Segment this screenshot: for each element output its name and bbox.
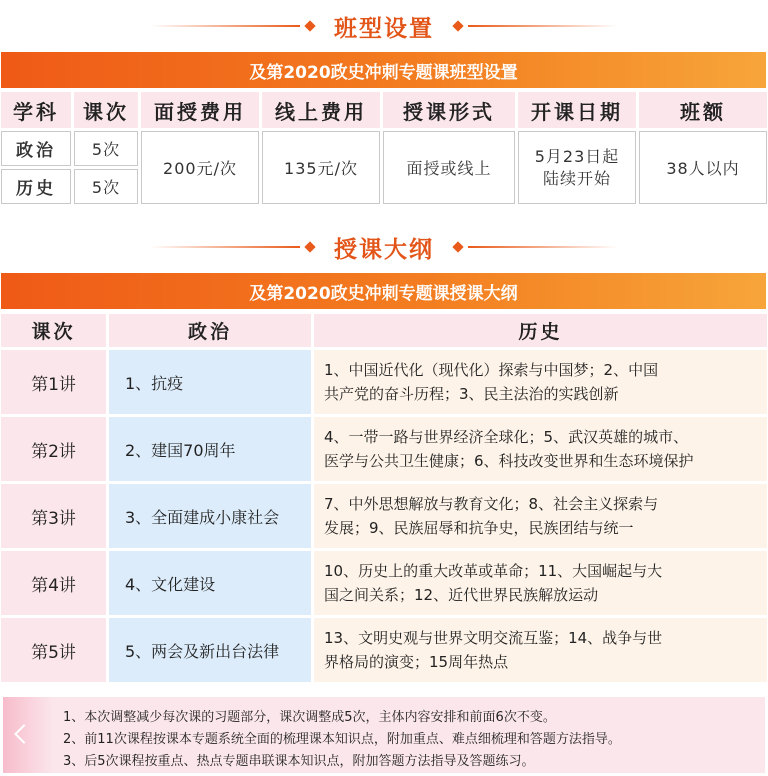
class-size-cell: 38人以内: [639, 131, 767, 204]
lecture-cell: 第3讲: [1, 484, 106, 548]
section-title-text: 班型设置: [334, 15, 434, 42]
history-line: 7、中外思想解放与教育文化；8、社会主义探索与: [324, 495, 659, 513]
section-title-syllabus: [0, 227, 768, 267]
notes-side-bar: [3, 697, 53, 773]
subject-cell: 政治: [1, 131, 71, 166]
history-line: 共产党的奋斗历程；3、民主法治的实践创新: [324, 385, 619, 403]
history-cell: [314, 417, 767, 481]
divider-line: [150, 246, 300, 248]
header-lecture: 课次: [1, 314, 106, 347]
section-title-class-setup: [0, 6, 768, 46]
table-header-row: [1, 92, 767, 128]
diamond-icon: [452, 20, 463, 31]
header-class-size: 班额: [639, 92, 767, 128]
politics-cell: 5、两会及新出台法律: [109, 618, 311, 682]
history-cell: [314, 484, 767, 548]
history-line: 医学与公共卫生健康；6、科技改变世界和生态环境保护: [324, 452, 694, 470]
chevron-left-icon: [14, 724, 34, 744]
note-item: 2、前11次课程按课本专题系统全面的梳理课本知识点，附加重点、难点细梳理和答题方法指导。: [63, 732, 621, 747]
section-title-text: 授课大纲: [334, 236, 434, 263]
divider-line: [150, 25, 300, 27]
diamond-icon: [304, 20, 315, 31]
header-online-fee: 线上费用: [262, 92, 380, 128]
politics-cell: 2、建国70周年: [109, 417, 311, 481]
header-start-date: 开课日期: [518, 92, 636, 128]
history-cell: [314, 618, 767, 682]
start-date-line: 5月23日起: [534, 146, 620, 166]
header-mode: 授课形式: [383, 92, 515, 128]
face-fee-cell: 200元/次: [141, 131, 259, 204]
header-subject: 学科: [1, 92, 71, 128]
table-row: [1, 551, 767, 615]
mode-cell: 面授或线上: [383, 131, 515, 204]
note-item: 1、本次调整减少每次课的习题部分，课次调整成5次，主体内容安排和前面6次不变。: [63, 710, 556, 725]
count-cell: 5次: [74, 169, 138, 204]
lecture-cell: 第4讲: [1, 551, 106, 615]
history-cell: [314, 551, 767, 615]
divider-line: [468, 25, 618, 27]
start-date-cell: [518, 131, 636, 204]
online-fee-cell: 135元/次: [262, 131, 380, 204]
syllabus-table: [0, 311, 768, 685]
table-row: [1, 618, 767, 682]
notes-box: [3, 697, 765, 773]
start-date-line: 陆续开始: [542, 168, 611, 188]
diamond-icon: [304, 241, 315, 252]
table-row: [1, 484, 767, 548]
header-count: 课次: [74, 92, 138, 128]
history-line: 10、历史上的重大改革或革命；11、大国崛起与大: [324, 562, 663, 580]
table-row: [1, 131, 767, 166]
divider-line: [468, 246, 618, 248]
lecture-cell: 第1讲: [1, 350, 106, 414]
table-row: [1, 350, 767, 414]
history-line: 发展；9、民族屈辱和抗争史，民族团结与统一: [324, 519, 634, 537]
diamond-icon: [452, 241, 463, 252]
header-face-fee: 面授费用: [141, 92, 259, 128]
history-line: 界格局的演变；15周年热点: [324, 653, 509, 671]
lecture-cell: 第2讲: [1, 417, 106, 481]
history-cell: [314, 350, 767, 414]
lecture-cell: 第5讲: [1, 618, 106, 682]
class-setup-table: [0, 89, 768, 207]
class-setup-banner: 及第2020政史冲刺专题课班型设置: [1, 52, 766, 88]
history-line: 国之间关系；12、近代世界民族解放运动: [324, 586, 599, 604]
header-history: 历史: [314, 314, 767, 347]
count-cell: 5次: [74, 131, 138, 166]
subject-cell: 历史: [1, 169, 71, 204]
history-line: 1、中国近代化（现代化）探索与中国梦；2、中国: [324, 361, 659, 379]
table-header-row: [1, 314, 767, 347]
history-line: 4、一带一路与世界经济全球化；5、武汉英雄的城市、: [324, 428, 689, 446]
politics-cell: 4、文化建设: [109, 551, 311, 615]
syllabus-banner: 及第2020政史冲刺专题课授课大纲: [1, 273, 766, 309]
header-politics: 政治: [109, 314, 311, 347]
note-item: 3、后5次课程按重点、热点专题串联课本知识点，附加答题方法指导及答题练习。: [63, 754, 535, 769]
history-line: 13、文明史观与世界文明交流互鉴；14、战争与世: [324, 629, 663, 647]
politics-cell: 1、抗疫: [109, 350, 311, 414]
table-row: [1, 417, 767, 481]
politics-cell: 3、全面建成小康社会: [109, 484, 311, 548]
